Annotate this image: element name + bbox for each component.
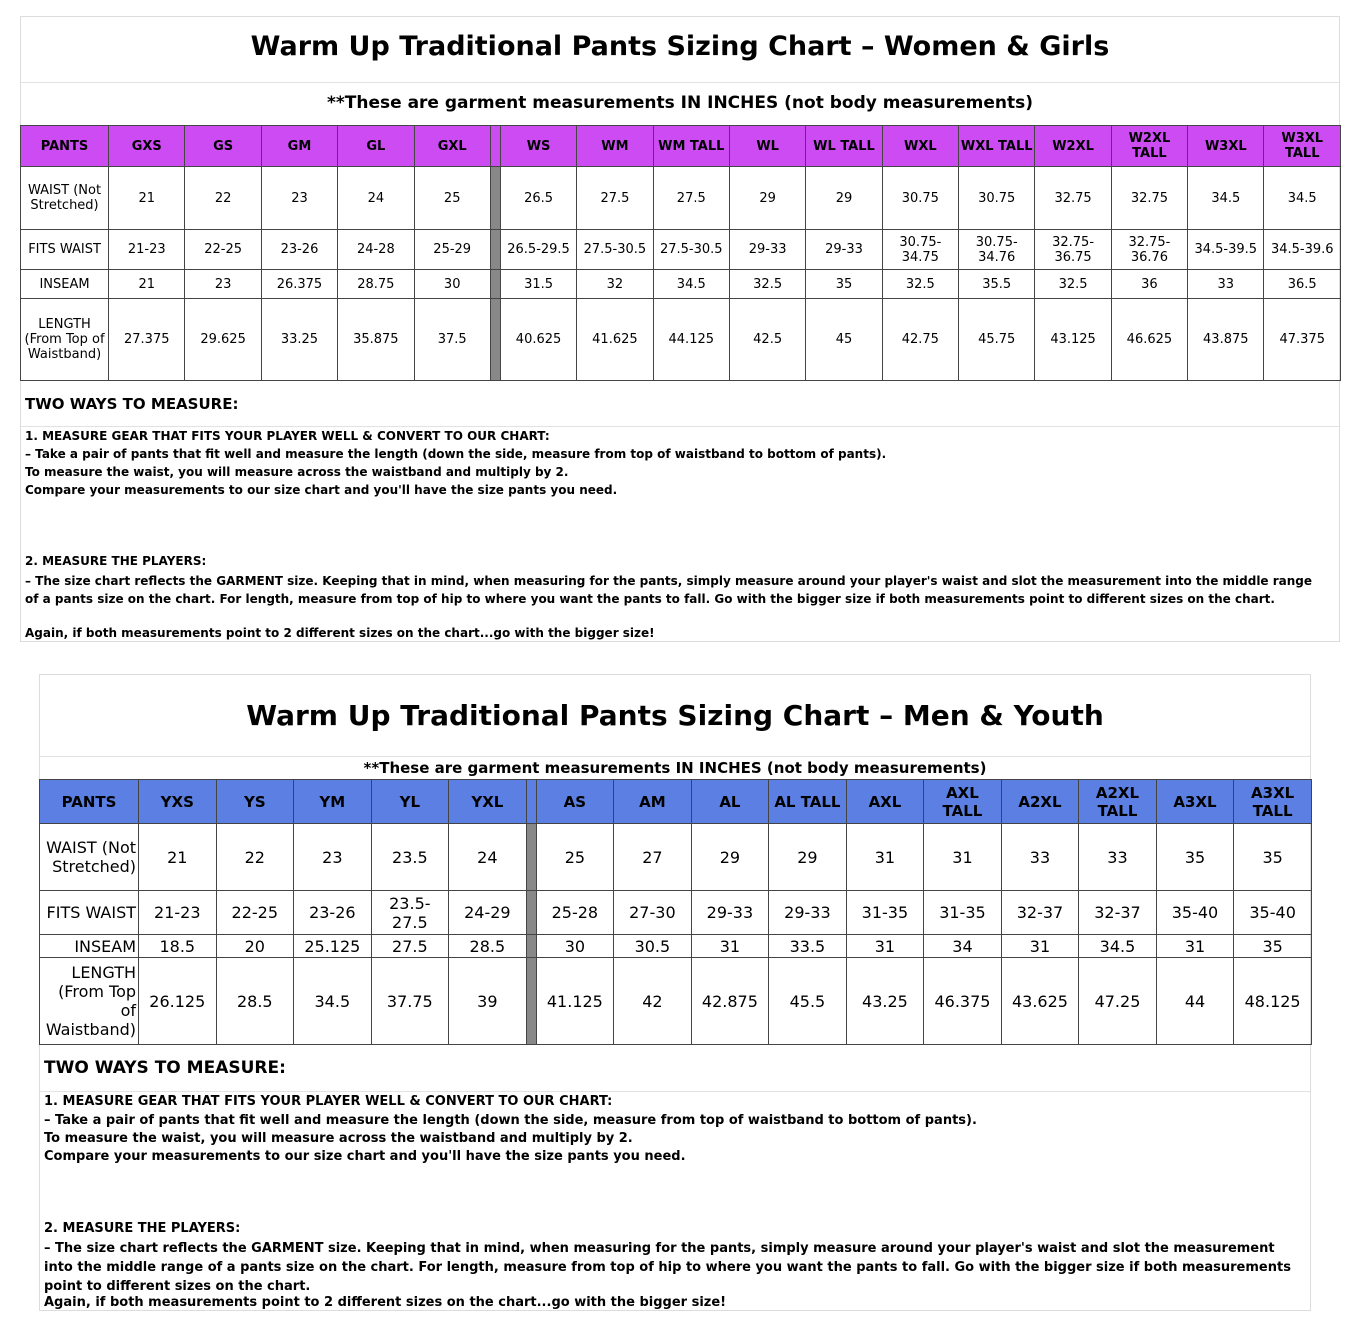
table-cell: 30.75-34.75: [882, 230, 958, 270]
table-cell: 31: [924, 824, 1002, 891]
table-cell: 29: [806, 167, 882, 230]
men-step1-title: 1. MEASURE GEAR THAT FITS YOUR PLAYER WELL & CONVERT TO OUR CHART:: [44, 1094, 613, 1109]
table-cell: 29: [769, 824, 847, 891]
table-cell: 32.75-36.76: [1111, 230, 1187, 270]
size-header-cell: GM: [261, 126, 337, 167]
table-cell: 45.75: [959, 299, 1035, 381]
table-cell: 34: [924, 935, 1002, 958]
table-cell: 21-23: [109, 230, 185, 270]
column-separator: [490, 270, 500, 299]
table-cell: 34.5: [1188, 167, 1264, 230]
table-cell: 31: [846, 935, 924, 958]
table-cell: 46.375: [924, 958, 1002, 1045]
table-cell: 30.75: [959, 167, 1035, 230]
table-cell: 26.375: [261, 270, 337, 299]
women-measure-title: TWO WAYS TO MEASURE:: [25, 395, 239, 413]
table-cell: 31: [1001, 935, 1079, 958]
size-header-cell: YM: [294, 780, 372, 824]
table-row: [21, 270, 1341, 299]
size-header-cell: A2XL TALL: [1079, 780, 1157, 824]
table-row: [40, 891, 1312, 935]
table-row: [40, 935, 1312, 958]
size-header-cell: YXL: [449, 780, 527, 824]
men-step1-line1: – Take a pair of pants that fit well and measure the length (down the side, measure from top of waistband to bottom of pants).: [44, 1113, 977, 1128]
size-header-cell: AS: [536, 780, 614, 824]
divider: [40, 1091, 1310, 1092]
table-cell: 22-25: [216, 891, 294, 935]
table-cell: 21: [109, 270, 185, 299]
size-header-cell: A3XL TALL: [1234, 780, 1312, 824]
men-size-table: [39, 779, 1312, 1045]
table-cell: 25.125: [294, 935, 372, 958]
row-label-cell: FITS WAIST: [21, 230, 109, 270]
size-header-cell: W3XL: [1188, 126, 1264, 167]
row-label-cell: LENGTH (From Top of Waistband): [40, 958, 139, 1045]
table-cell: 40.625: [500, 299, 576, 381]
table-cell: 34.5-39.6: [1264, 230, 1341, 270]
row-label-cell: INSEAM: [21, 270, 109, 299]
table-cell: 35: [1234, 824, 1312, 891]
table-cell: 32-37: [1001, 891, 1079, 935]
size-header-cell: AXL TALL: [924, 780, 1002, 824]
size-header-cell: YL: [371, 780, 449, 824]
table-cell: 23: [261, 167, 337, 230]
women-chart-subtitle: **These are garment measurements IN INCHES (not body measurements): [327, 93, 1033, 113]
column-separator: [526, 891, 536, 935]
table-cell: 29: [729, 167, 805, 230]
women-step1-line3: Compare your measurements to our size chart and you'll have the size pants you need.: [25, 483, 618, 497]
table-cell: 33: [1079, 824, 1157, 891]
size-header-cell: AM: [614, 780, 692, 824]
table-cell: 23: [185, 270, 261, 299]
table-cell: 28.5: [449, 935, 527, 958]
men-step1-line2: To measure the waist, you will measure across the waistband and multiply by 2.: [44, 1131, 633, 1146]
size-header-cell: GXS: [109, 126, 185, 167]
column-separator: [526, 935, 536, 958]
table-cell: 27-30: [614, 891, 692, 935]
size-header-cell: WL TALL: [806, 126, 882, 167]
size-header-cell: AXL: [846, 780, 924, 824]
table-cell: 32.5: [729, 270, 805, 299]
size-header-cell: GL: [338, 126, 414, 167]
table-cell: 42.5: [729, 299, 805, 381]
table-cell: 32.75-36.75: [1035, 230, 1111, 270]
table-cell: 31: [846, 824, 924, 891]
table-cell: 45.5: [769, 958, 847, 1045]
women-step1-line2: To measure the waist, you will measure across the waistband and multiply by 2.: [25, 465, 569, 479]
table-row: [21, 230, 1341, 270]
table-cell: 32-37: [1079, 891, 1157, 935]
size-header-cell: YS: [216, 780, 294, 824]
row-label-cell: INSEAM: [40, 935, 139, 958]
table-cell: 43.875: [1188, 299, 1264, 381]
table-cell: 29-33: [769, 891, 847, 935]
table-cell: 45: [806, 299, 882, 381]
men-chart-subtitle: **These are garment measurements IN INCHES (not body measurements): [363, 759, 987, 777]
table-cell: 25-29: [414, 230, 490, 270]
size-header-cell: WM TALL: [653, 126, 729, 167]
table-cell: 34.5: [653, 270, 729, 299]
table-cell: 32.5: [1035, 270, 1111, 299]
women-step2-title: 2. MEASURE THE PLAYERS:: [25, 554, 207, 568]
column-separator: [526, 958, 536, 1045]
size-header-cell: A3XL: [1156, 780, 1234, 824]
men-sizing-panel: [39, 674, 1311, 1311]
table-cell: 33: [1001, 824, 1079, 891]
table-cell: 33: [1188, 270, 1264, 299]
table-header-row: [40, 780, 1312, 824]
table-cell: 26.5-29.5: [500, 230, 576, 270]
table-cell: 44: [1156, 958, 1234, 1045]
men-measure-title: TWO WAYS TO MEASURE:: [44, 1058, 286, 1078]
table-cell: 35: [1234, 935, 1312, 958]
table-cell: 29: [691, 824, 769, 891]
size-header-cell: WXL: [882, 126, 958, 167]
women-step1-title: 1. MEASURE GEAR THAT FITS YOUR PLAYER WELL & CONVERT TO OUR CHART:: [25, 429, 550, 443]
divider: [40, 756, 1310, 757]
men-step1-line3: Compare your measurements to our size chart and you'll have the size pants you need.: [44, 1149, 686, 1164]
men-step2-title: 2. MEASURE THE PLAYERS:: [44, 1221, 241, 1236]
header-label-cell: PANTS: [40, 780, 139, 824]
table-cell: 23-26: [294, 891, 372, 935]
table-cell: 27.375: [109, 299, 185, 381]
table-cell: 26.125: [139, 958, 217, 1045]
size-header-cell: W2XL: [1035, 126, 1111, 167]
table-cell: 32.75: [1035, 167, 1111, 230]
table-cell: 37.5: [414, 299, 490, 381]
table-cell: 42.75: [882, 299, 958, 381]
table-cell: 22-25: [185, 230, 261, 270]
table-cell: 41.625: [577, 299, 653, 381]
size-header-cell: AL TALL: [769, 780, 847, 824]
table-cell: 24: [449, 824, 527, 891]
table-cell: 23.5-27.5: [371, 891, 449, 935]
table-cell: 23.5: [371, 824, 449, 891]
table-cell: 21-23: [139, 891, 217, 935]
table-cell: 42: [614, 958, 692, 1045]
table-cell: 43.625: [1001, 958, 1079, 1045]
table-cell: 25: [414, 167, 490, 230]
table-cell: 46.625: [1111, 299, 1187, 381]
women-sizing-panel: [20, 16, 1340, 642]
table-cell: 21: [109, 167, 185, 230]
size-header-cell: WL: [729, 126, 805, 167]
table-cell: 37.75: [371, 958, 449, 1045]
size-header-cell: WS: [500, 126, 576, 167]
women-size-table: [20, 125, 1341, 381]
women-chart-title: Warm Up Traditional Pants Sizing Chart – Women & Girls: [250, 31, 1110, 62]
table-cell: 30: [414, 270, 490, 299]
table-cell: 32.5: [882, 270, 958, 299]
table-cell: 44.125: [653, 299, 729, 381]
table-cell: 31-35: [846, 891, 924, 935]
table-cell: 27.5: [577, 167, 653, 230]
column-separator: [490, 230, 500, 270]
size-header-cell: WM: [577, 126, 653, 167]
table-cell: 31: [1156, 935, 1234, 958]
size-header-cell: GS: [185, 126, 261, 167]
table-cell: 25: [536, 824, 614, 891]
table-cell: 30.75-34.76: [959, 230, 1035, 270]
table-cell: 27.5: [653, 167, 729, 230]
row-label-cell: FITS WAIST: [40, 891, 139, 935]
table-cell: 23: [294, 824, 372, 891]
column-separator: [490, 167, 500, 230]
table-cell: 35: [806, 270, 882, 299]
table-cell: 22: [216, 824, 294, 891]
table-cell: 41.125: [536, 958, 614, 1045]
table-cell: 30.75: [882, 167, 958, 230]
table-cell: 24: [338, 167, 414, 230]
size-header-cell: AL: [691, 780, 769, 824]
row-label-cell: WAIST (Not Stretched): [21, 167, 109, 230]
table-cell: 36.5: [1264, 270, 1341, 299]
table-cell: 31.5: [500, 270, 576, 299]
table-cell: 29.625: [185, 299, 261, 381]
table-cell: 35-40: [1156, 891, 1234, 935]
header-label-cell: PANTS: [21, 126, 109, 167]
table-cell: 47.25: [1079, 958, 1157, 1045]
table-cell: 24-28: [338, 230, 414, 270]
table-cell: 31-35: [924, 891, 1002, 935]
divider: [21, 82, 1339, 83]
men-again-note: Again, if both measurements point to 2 different sizes on the chart...go with the bigger size!: [44, 1295, 727, 1310]
row-label-cell: WAIST (Not Stretched): [40, 824, 139, 891]
column-separator: [490, 126, 500, 167]
table-cell: 27: [614, 824, 692, 891]
women-again-note: Again, if both measurements point to 2 different sizes on the chart...go with the bigger size!: [25, 626, 655, 640]
table-cell: 33.5: [769, 935, 847, 958]
women-step2-body: – The size chart reflects the GARMENT size. Keeping that in mind, when measuring for the pants, simply measure around your player's waist and slot the measurement into the middle range of a pants size on the chart. For length, measure from top of hip to where you want the pants to fall. Go with the bigger size if both measurements point to different sizes on the chart.: [25, 574, 1313, 606]
table-cell: 23-26: [261, 230, 337, 270]
table-cell: 22: [185, 167, 261, 230]
table-cell: 33.25: [261, 299, 337, 381]
table-cell: 29-33: [806, 230, 882, 270]
men-chart-title: Warm Up Traditional Pants Sizing Chart – Men & Youth: [246, 699, 1104, 732]
table-cell: 29-33: [729, 230, 805, 270]
size-header-cell: YXS: [139, 780, 217, 824]
table-cell: 26.5: [500, 167, 576, 230]
table-cell: 21: [139, 824, 217, 891]
table-cell: 35-40: [1234, 891, 1312, 935]
size-header-cell: W3XL TALL: [1264, 126, 1341, 167]
table-row: [21, 299, 1341, 381]
table-header-row: [21, 126, 1341, 167]
men-step2-body: – The size chart reflects the GARMENT size. Keeping that in mind, when measuring for the pants, simply measure around your player's waist and slot the measurement into the middle range of a pants size on the chart. For length, measure from top of hip to where you want the pants to fall. Go with the bigger size if both measurements point to different sizes on the chart.: [44, 1241, 1291, 1294]
table-cell: 39: [449, 958, 527, 1045]
table-cell: 28.75: [338, 270, 414, 299]
table-cell: 30: [536, 935, 614, 958]
table-cell: 25-28: [536, 891, 614, 935]
table-cell: 27.5-30.5: [653, 230, 729, 270]
size-header-cell: GXL: [414, 126, 490, 167]
table-cell: 35.875: [338, 299, 414, 381]
column-separator: [526, 780, 536, 824]
table-row: [40, 958, 1312, 1045]
table-cell: 27.5-30.5: [577, 230, 653, 270]
table-cell: 20: [216, 935, 294, 958]
table-cell: 32.75: [1111, 167, 1187, 230]
table-cell: 30.5: [614, 935, 692, 958]
table-cell: 34.5-39.5: [1188, 230, 1264, 270]
table-cell: 18.5: [139, 935, 217, 958]
table-cell: 31: [691, 935, 769, 958]
size-header-cell: A2XL: [1001, 780, 1079, 824]
column-separator: [490, 299, 500, 381]
table-cell: 29-33: [691, 891, 769, 935]
table-cell: 28.5: [216, 958, 294, 1045]
table-cell: 27.5: [371, 935, 449, 958]
table-cell: 34.5: [1079, 935, 1157, 958]
table-cell: 42.875: [691, 958, 769, 1045]
row-label-cell: LENGTH (From Top of Waistband): [21, 299, 109, 381]
table-cell: 32: [577, 270, 653, 299]
size-header-cell: WXL TALL: [959, 126, 1035, 167]
table-cell: 47.375: [1264, 299, 1341, 381]
divider: [21, 426, 1339, 427]
size-header-cell: W2XL TALL: [1111, 126, 1187, 167]
table-cell: 48.125: [1234, 958, 1312, 1045]
table-row: [21, 167, 1341, 230]
women-step1-line1: – Take a pair of pants that fit well and measure the length (down the side, measure from top of waistband to bottom of pants).: [25, 447, 887, 461]
table-cell: 34.5: [1264, 167, 1341, 230]
column-separator: [526, 824, 536, 891]
table-cell: 36: [1111, 270, 1187, 299]
table-cell: 35: [1156, 824, 1234, 891]
table-cell: 43.125: [1035, 299, 1111, 381]
table-cell: 24-29: [449, 891, 527, 935]
table-row: [40, 824, 1312, 891]
table-cell: 43.25: [846, 958, 924, 1045]
table-cell: 34.5: [294, 958, 372, 1045]
table-cell: 35.5: [959, 270, 1035, 299]
